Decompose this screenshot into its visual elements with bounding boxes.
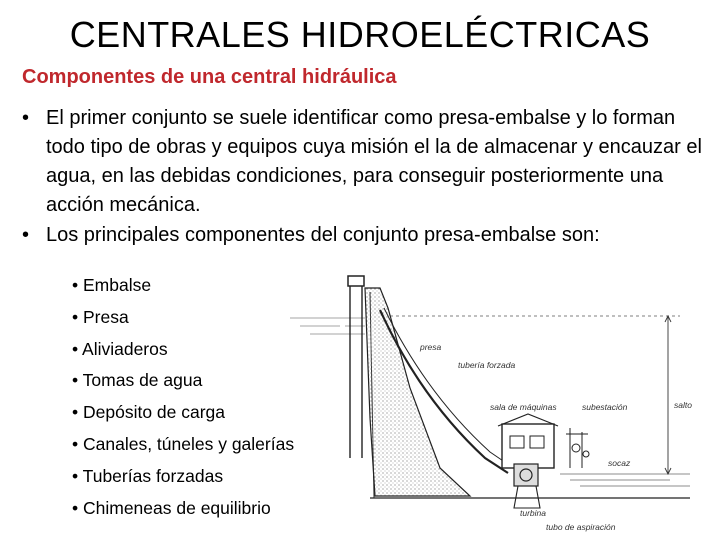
label-turbina: turbina (520, 508, 546, 518)
label-tuberia-forzada: tubería forzada (458, 360, 516, 370)
component-item-canales: • Canales, túneles y galerías (72, 433, 295, 454)
component-item-tomas: • Tomas de agua (72, 370, 203, 391)
label-sala-maquinas: sala de máquinas (490, 402, 557, 412)
label-tubo-aspiracion: tubo de aspiración (546, 522, 616, 532)
bullet-marker: • (22, 107, 30, 129)
component-item-aliviaderos: • Aliviaderos (72, 338, 168, 359)
bullet-item (22, 104, 712, 220)
component-item-deposito: • Depósito de carga (72, 402, 226, 423)
components-list (72, 270, 294, 524)
component-item-presa: • Presa (72, 306, 129, 327)
bullet-marker: • (22, 224, 30, 246)
draft-tube (514, 486, 540, 508)
label-presa: presa (420, 342, 442, 352)
hydroelectric-plant-diagram (270, 268, 710, 536)
label-socaz: socaz (608, 458, 631, 468)
label-salto: salto (674, 400, 692, 410)
component-item-tuberias: • Tuberías forzadas (72, 465, 224, 486)
bullet-text: El primer conjunto se suele identificar como presa-embalse y lo forman todo tipo de obras y equipos cuya misión el la de almacenar y encauzar el agua, en las debidas condiciones, para conseguir posteriormente una acción mecánica. (46, 107, 702, 216)
label-subestacion: subestación (582, 402, 628, 412)
powerhouse (498, 414, 558, 486)
page-title: CENTRALES HIDROELÉCTRICAS (69, 14, 651, 55)
bullet-item (22, 221, 712, 250)
head-dimension (665, 316, 671, 474)
component-item-chimeneas: • Chimeneas de equilibrio (72, 497, 271, 518)
substation (566, 428, 589, 468)
section-subtitle: Componentes de una central hidráulica (22, 66, 397, 88)
component-item-embalse: • Embalse (72, 275, 152, 295)
bullet-list (22, 104, 712, 250)
dam-body (365, 288, 470, 496)
reservoir-water (290, 318, 365, 334)
bullet-text: Los principales componentes del conjunto presa-embalse son: (46, 224, 600, 246)
tailwater (560, 474, 690, 486)
